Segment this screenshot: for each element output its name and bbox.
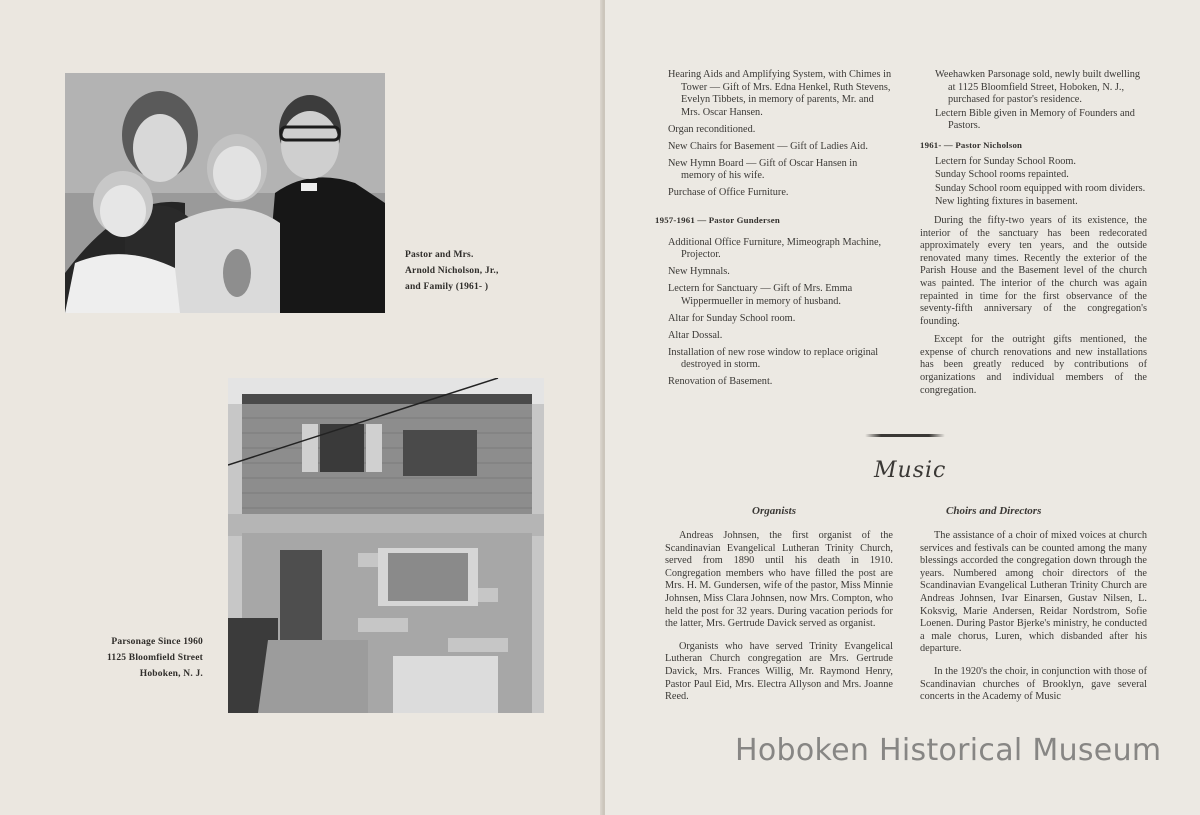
parsonage-caption (103, 634, 203, 682)
section-heading: 1961- — Pastor Nicholson (920, 139, 1023, 150)
watermark: Hoboken Historical Museum (735, 733, 1162, 768)
list-item: Organ reconditioned. (668, 123, 756, 135)
paragraph: Organists who have served Trinity Evangelical Lutheran Church congregation are Mrs. Gertrude Davick, Mrs. Frances Willig, Mr. Raymond Henry, Pastor Paul Eid, Mrs. Electra Allyson and Mrs. Joanne Reed. (665, 640, 893, 703)
music-title: Music (874, 458, 947, 483)
family-caption (405, 247, 499, 295)
list-item: New Hymnals. (668, 266, 730, 278)
choirs-heading: Choirs and Directors (946, 505, 1042, 517)
family-photo (65, 73, 385, 313)
family-caption-line: and Family (1961- ) (405, 282, 489, 292)
list-item: New lighting fixtures in basement. (935, 196, 1078, 208)
choirs-column (920, 530, 1147, 710)
parsonage-caption-line: 1125 Bloomfield Street (106, 653, 203, 663)
section-divider (865, 434, 945, 437)
parsonage-caption-line: Hoboken, N. J. (139, 669, 203, 679)
list-item: New Chairs for Basement — Gift of Ladies Aid. (668, 140, 868, 152)
list-item: Hearing Aids and Amplifying System, with Chimes in Tower — Gift of Mrs. Edna Henkel, Ruth Stevens, Evelyn Tibbets, in memory of parents, Mr. and Mrs. Oscar Hansen. (668, 69, 892, 118)
list-item: Installation of new rose window to replace original destroyed in storm. (668, 346, 879, 371)
organists-heading: Organists (752, 505, 797, 517)
improvements-column-2 (920, 69, 1147, 403)
list-item: Lectern for Sunday School Room. (935, 155, 1076, 167)
paragraph: Andreas Johnsen, the first organist of the Scandinavian Evangelical Lutheran Trinity Church, served from 1890 until his death in 1910. Congregation members who have filled the post are Mrs. H. M. Gundersen, wife of the pastor, Miss Minnie Johnsen, Miss Clara Johnsen, now Mrs. Compton, who held the post for 32 years. During vacation periods for the latter, Mrs. Gertrude Davick served as organist. (665, 530, 893, 630)
list-item: New Hymn Board — Gift of Oscar Hansen in memory of his wife. (668, 157, 858, 182)
list-item: Sunday School room equipped with room dividers. (935, 182, 1146, 194)
parsonage-photo (228, 378, 544, 713)
paragraph: During the fifty-two years of its existence, the interior of the sanctuary has been redecorated approximately every ten years, and the outside renovated many times. Recently the exterior of the Parish House and the Basement level of the church was painted. The interior of the church was again repainted in time for the first observance of the seventy-fifth anniversary of the congregation's founding. (920, 214, 1147, 327)
list-item: Additional Office Furniture, Mimeograph Machine, Projector. (668, 236, 882, 261)
organists-column (665, 530, 893, 710)
section-heading: 1957-1961 — Pastor Gundersen (655, 214, 780, 225)
list-item: Sunday School rooms repainted. (935, 169, 1069, 181)
improvements-column-1 (655, 69, 893, 393)
list-item: Altar Dossal. (668, 329, 723, 341)
paragraph: In the 1920's the choir, in conjunction with those of Scandinavian churches of Brooklyn, gave several concerts in the Academy of Music (920, 665, 1147, 703)
parsonage-caption-line: Parsonage Since 1960 (111, 637, 203, 647)
list-item: Lectern for Sanctuary — Gift of Mrs. Emma Wippermueller in memory of husband. (668, 283, 853, 307)
list-item: Altar for Sunday School room. (668, 312, 796, 324)
paragraph: The assistance of a choir of mixed voices at church services and festivals can be counted among the many blessings accorded the congregation down through the years. Numbered among choir directors of the Scandinavian Evangelical Lutheran Trinity Church are Andreas Johnsen, Ivar Einarsen, Gustav Nilsen, L. Koksvig, Marie Andersen, Reidar Nordstrom, Sofie Loenen. During Pastor Bjerke's ministry, he conducted a male chorus, Luren, which disbanded after his departure. (920, 530, 1147, 655)
list-item: Weehawken Parsonage sold, newly built dwelling at 1125 Bloomfield Street, Hoboken, N. J., purchased for pastor's residence. (935, 69, 1141, 106)
paragraph: Except for the outright gifts mentioned, the expense of church renovations and new installations has been greatly reduced by contributions of organizations and individual members of the congregation. (920, 334, 1147, 396)
family-caption-line: Pastor and Mrs. (405, 250, 474, 260)
list-item: Purchase of Office Furniture. (668, 187, 789, 199)
list-item: Renovation of Basement. (668, 376, 773, 388)
family-caption-line: Arnold Nicholson, Jr., (405, 266, 499, 276)
list-item: Lectern Bible given in Memory of Founders and Pastors. (935, 107, 1135, 132)
